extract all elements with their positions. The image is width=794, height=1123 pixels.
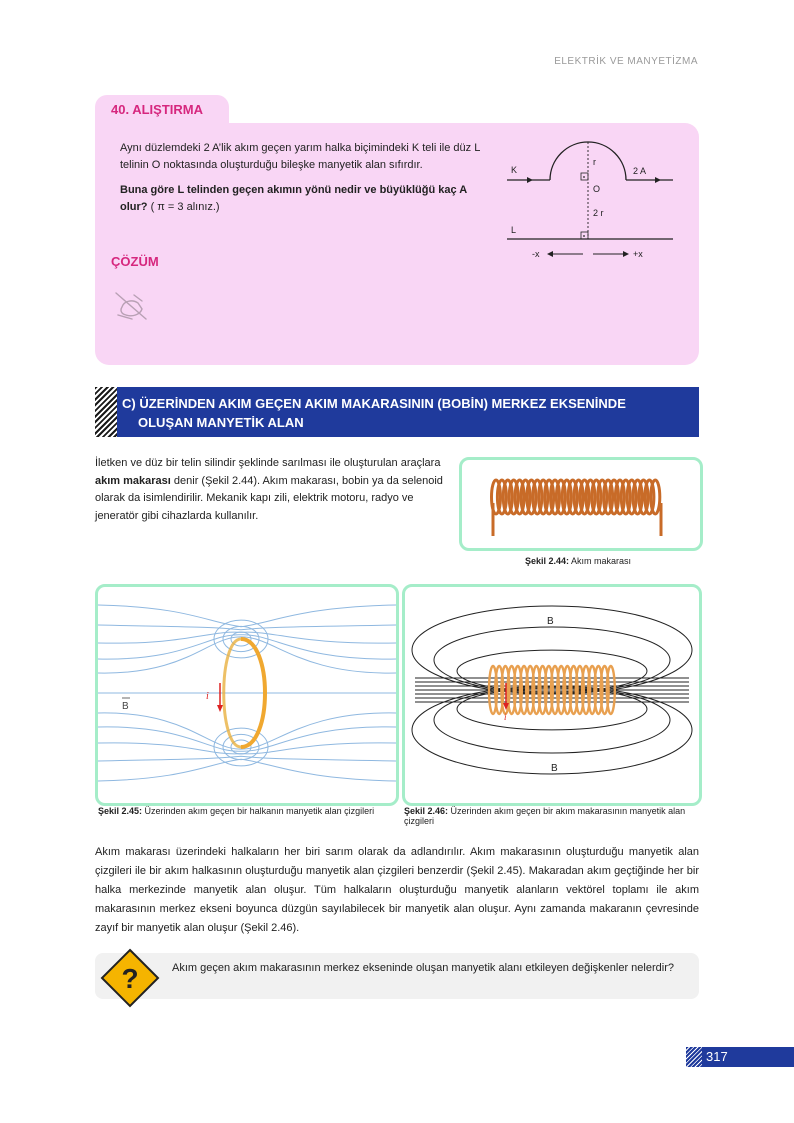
question-mark-icon [100, 948, 160, 1008]
exercise-tab: 40. ALIŞTIRMA [95, 95, 229, 123]
figure-2-44-caption: Şekil 2.44: Akım makarası [524, 556, 632, 566]
exercise-note: ( π = 3 alınız.) [150, 201, 220, 213]
solenoid-B-top: B [547, 616, 554, 627]
svg-text:?: ? [121, 963, 139, 994]
loop-current-label: i [206, 691, 209, 702]
page-number: 317 [706, 1049, 728, 1064]
solenoid-field-lines [405, 587, 699, 803]
solenoid-current-label: i [504, 712, 507, 722]
page-number-stripes [686, 1047, 702, 1067]
figure-2-46-frame [402, 584, 702, 806]
section-title-line1: C) ÜZERİNDEN AKIM GEÇEN AKIM MAKARASININ (BOBİN) MERKEZ EKSENİNDE [122, 396, 626, 411]
label-current: 2 A [633, 166, 647, 176]
body-paragraph: Akım makarası üzerindeki halkaların her biri sarım olarak da adlandırılır. Akım makarasının oluşturduğu manyetik alan çizgileri ile bir akım halkasının oluşturduğu manyetik alan çizgileri benzerdir (Şekil 2.45). Makaradan akım geçtiğinde her bir halka merkezinde manyetik alan oluşur. Tüm halkaların oluşturduğu manyetik alanların vektörel toplamı ile akım makarasının merkez ekseni boyunca düzgün sayılabilecek bir manyetik alan oluşur. Aynı zamanda makaranın çevresinde zayıf bir manyetik alan oluşur (Şekil 2.46). [95, 846, 699, 934]
label-O: O [593, 184, 601, 194]
page-number-band [686, 1047, 794, 1067]
intro-part1: İletken ve düz bir telin silindir şeklinde sarılması ile oluşturulan araçlara [95, 457, 441, 469]
exercise-statement: Aynı düzlemdeki 2 A’lik akım geçen yarım halka biçimindeki K teli ile düz L telinin O noktasında oluşturduğu bileşke manyetik alan sıfırdır. [120, 142, 480, 171]
label-2r: 2 r [593, 208, 604, 218]
figure-2-45-frame [95, 584, 399, 806]
question-text: Akım geçen akım makarasının merkez ekseninde oluşan manyetik alanı etkileyen değişkenler nelerdir? [172, 962, 674, 974]
figure-2-46-caption: Şekil 2.46: Üzerinden akım geçen bir akım makarasının manyetik alan çizgileri [404, 806, 686, 826]
exercise-diagram [505, 138, 675, 263]
exercise-text [120, 140, 484, 224]
section-stripes [95, 387, 117, 437]
solution-label: ÇÖZÜM [111, 254, 159, 269]
label-K: K [511, 165, 518, 175]
label-r: r [593, 157, 596, 167]
section-title-line2: OLUŞAN MANYETİK ALAN [138, 415, 304, 430]
intro-paragraph [95, 455, 447, 525]
intro-bold-term: akım makarası [95, 474, 171, 487]
label-minus-x: -x [532, 249, 540, 259]
solenoid-B-bottom: B [551, 763, 558, 774]
figure-2-45-caption: Şekil 2.45: Üzerinden akım geçen bir halkanın manyetik alan çizgileri [98, 806, 375, 816]
intro-part2: denir (Şekil 2.44). Akım makarası, bobin ya da selenoid olarak da isimlendirilir. Mekanik kapı zili, elektrik motoru, radyo ve jeneratör gibi cihazlarda kullanılır. [95, 474, 443, 522]
pencil-hand-icon [112, 287, 152, 323]
exercise-question: Buna göre L telinden geçen akımın yönü nedir ve büyüklüğü kaç A olur? [120, 184, 467, 213]
exercise-question-line [120, 182, 484, 216]
running-head: ELEKTRİK VE MANYETİZMA [554, 56, 698, 67]
coil-image [462, 460, 700, 548]
label-plus-x: +x [633, 249, 643, 259]
figure-2-44-frame [459, 457, 703, 551]
loop-B-label: B [122, 701, 129, 712]
section-title [122, 394, 692, 432]
label-L: L [511, 225, 517, 235]
loop-field-lines [98, 587, 396, 803]
